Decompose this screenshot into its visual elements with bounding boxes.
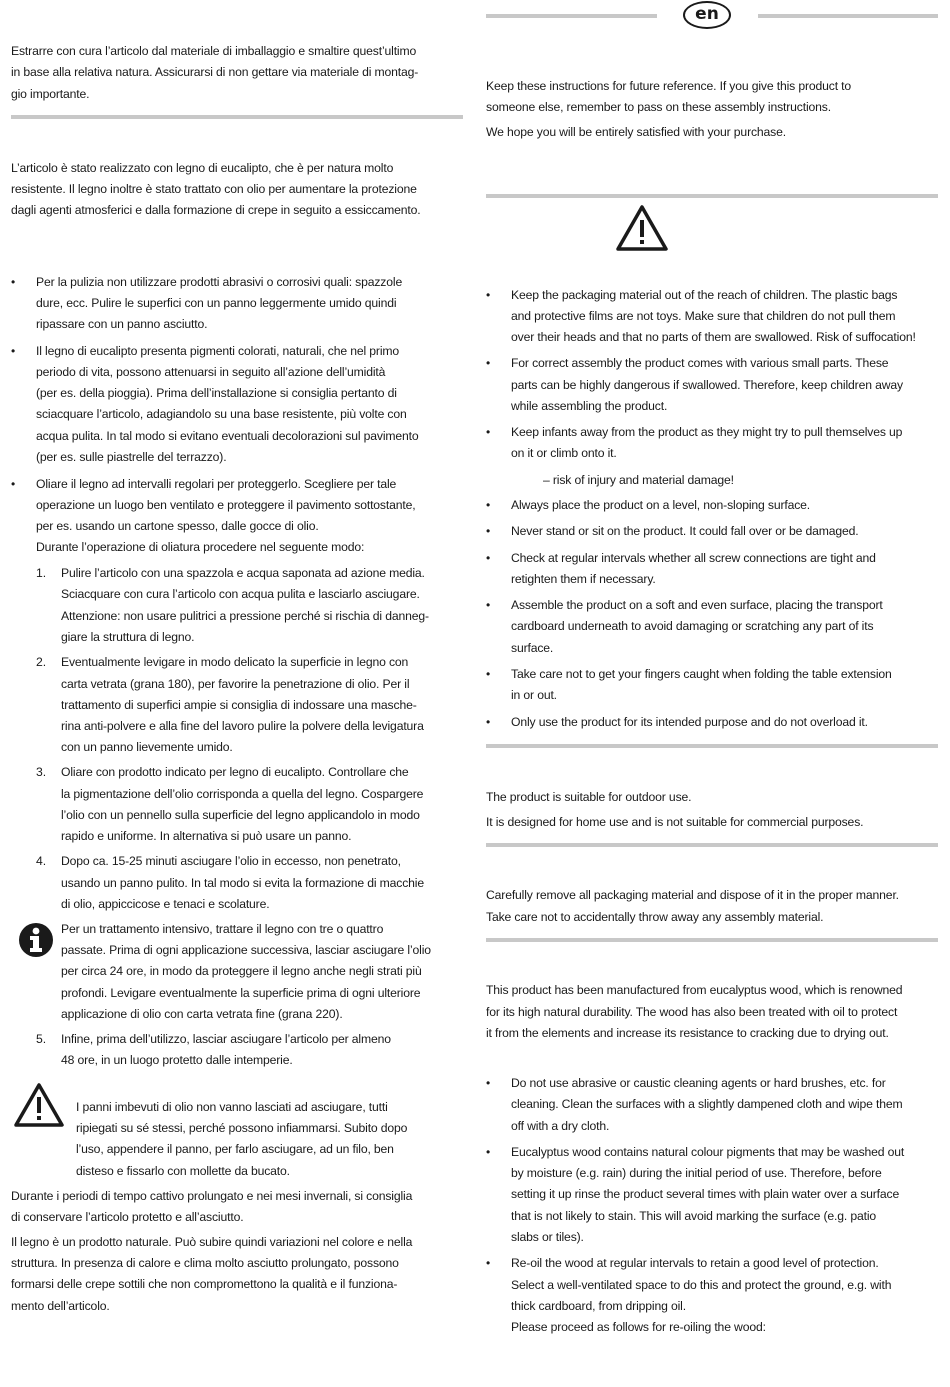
info-icon bbox=[18, 922, 54, 958]
item-number: 1. bbox=[36, 566, 47, 580]
text-line: It is designed for home use and is not suitable for commercial purposes. bbox=[486, 815, 864, 829]
divider bbox=[486, 14, 657, 18]
text-line: Eucalyptus wood contains natural colour pigments that may be washed out bbox=[511, 1145, 905, 1159]
text-line: Take care not to accidentally throw away any assembly material. bbox=[486, 910, 824, 924]
text-line: usando un panno pulito. In tal modo si evita la formazione di macchie bbox=[61, 876, 424, 890]
text-line: Assemble the product on a soft and even surface, placing the transport bbox=[511, 598, 883, 612]
text-line: Keep these instructions for future reference. If you give this product to bbox=[486, 79, 852, 93]
text-line: Do not use abrasive or caustic cleaning agents or hard brushes, etc. for bbox=[511, 1076, 886, 1090]
text-line: L’articolo è stato realizzato con legno di eucalipto, che è per natura molto bbox=[11, 161, 394, 175]
text-line: dagli agenti atmosferici e dalla formazione di crepe in seguito a essiccamento. bbox=[11, 203, 421, 217]
text-line: Only use the product for its intended purpose and do not overload it. bbox=[511, 715, 868, 729]
text-line: in base alla relativa natura. Assicurarsi di non gettare via materiale di montag- bbox=[11, 65, 419, 79]
text-line: di conservare l’articolo protetto e all’asciutto. bbox=[11, 1210, 244, 1224]
text-line: Dopo ca. 15-25 minuti asciugare l’olio in eccesso, non penetrato, bbox=[61, 854, 401, 868]
text-line: off with a dry cloth. bbox=[511, 1119, 610, 1133]
text-line: We hope you will be entirely satisfied with your purchase. bbox=[486, 125, 786, 139]
text-line: l’uso, appendere il panno, per farlo asciugare, ad un filo, ben bbox=[76, 1142, 394, 1156]
text-line: resistente. Il legno inoltre è stato trattato con olio per aumentare la protezione bbox=[11, 182, 417, 196]
divider bbox=[758, 14, 938, 18]
text-line: setting it up rinse the product several times with plain water over a surface bbox=[511, 1187, 900, 1201]
text-line: Check at regular intervals whether all screw connections are tight and bbox=[511, 551, 876, 565]
text-line: trattamento di superfici ampie si consiglia di indossare una masche- bbox=[61, 698, 417, 712]
text-line: Per un trattamento intensivo, trattare il legno con tre o quattro bbox=[61, 922, 384, 936]
warning-triangle-icon bbox=[13, 1082, 65, 1128]
text-line: retighten them if necessary. bbox=[511, 572, 656, 586]
text-line: Eventualmente levigare in modo delicato la superficie in legno con bbox=[61, 655, 409, 669]
text-line: ripassare con un panno asciutto. bbox=[36, 317, 208, 331]
text-line: Carefully remove all packaging material and dispose of it in the proper manner. bbox=[486, 888, 899, 902]
text-line: passate. Prima di ogni applicazione successiva, lasciar asciugare l’olio bbox=[61, 943, 431, 957]
text-line: formarsi delle crepe sottili che non compromettono la qualità e il funziona- bbox=[11, 1277, 398, 1291]
text-line: profondi. Levigare eventualmente la superficie prima di ogni ulteriore bbox=[61, 986, 421, 1000]
bullet: • bbox=[486, 288, 491, 302]
text-line: (per es. della pioggia). Prima dell’installazione si consiglia pertanto di bbox=[36, 386, 397, 400]
bullet: • bbox=[11, 477, 16, 491]
text-line: operazione un luogo ben ventilato e proteggere il pavimento sottostante, bbox=[36, 498, 416, 512]
text-line: carta vetrata (grana 180), per favorire la penetrazione di olio. Per il bbox=[61, 677, 410, 691]
text-line: mento dell’articolo. bbox=[11, 1299, 110, 1313]
text-line: while assembling the product. bbox=[511, 399, 668, 413]
text-line: dure, ecc. Pulire le superfici con un panno leggermente umido quindi bbox=[36, 296, 397, 310]
text-line: surface. bbox=[511, 641, 554, 655]
text-line: Sciacquare con cura l’articolo con acqua pulita e lasciarlo asciugare. bbox=[61, 587, 420, 601]
bullet: • bbox=[486, 667, 491, 681]
text-line: Il legno di eucalipto presenta pigmenti colorati, naturali, che nel primo bbox=[36, 344, 400, 358]
text-line: applicazione di olio con carta vetrata fine (grana 220). bbox=[61, 1007, 343, 1021]
bullet: • bbox=[486, 1256, 491, 1270]
text-line: it from the elements and increase its resistance to cracking due to drying out. bbox=[486, 1026, 889, 1040]
text-line: Select a well-ventilated space to do this and protect the ground, e.g. with bbox=[511, 1278, 892, 1292]
language-badge: en bbox=[683, 1, 731, 29]
divider bbox=[486, 938, 938, 942]
bullet: • bbox=[11, 344, 16, 358]
divider bbox=[486, 194, 938, 198]
text-line: 48 ore, in un luogo protetto dalle intemperie. bbox=[61, 1053, 293, 1067]
text-line: la pigmentazione dell’olio corrisponda a quella del legno. Cospargere bbox=[61, 787, 424, 801]
text-line: slabs or tiles). bbox=[511, 1230, 584, 1244]
text-line: Il legno è un prodotto naturale. Può subire quindi variazioni nel colore e nella bbox=[11, 1235, 413, 1249]
text-line: l’olio con un pennello sulla superficie del legno applicandolo in modo bbox=[61, 808, 420, 822]
text-line: Always place the product on a level, non-sloping surface. bbox=[511, 498, 811, 512]
text-line: (per es. sulle piastrelle del terrazzo). bbox=[36, 450, 227, 464]
text-line: Take care not to get your fingers caught when folding the table extension bbox=[511, 667, 892, 681]
text-line: periodo di vita, possono attenuarsi in seguito all’azione dell’umidità bbox=[36, 365, 386, 379]
text-line: in or out. bbox=[511, 688, 557, 702]
text-line: someone else, remember to pass on these assembly instructions. bbox=[486, 100, 831, 114]
text-line: Keep the packaging material out of the reach of children. The plastic bags bbox=[511, 288, 898, 302]
bullet: • bbox=[486, 356, 491, 370]
text-line: ripiegati su sé stessi, perché possono infiammarsi. Subito dopo bbox=[76, 1121, 408, 1135]
text-line: per circa 24 ore, in modo da proteggere il legno anche negli strati più bbox=[61, 964, 422, 978]
text-line: Oliare il legno ad intervalli regolari per proteggerlo. Scegliere per tale bbox=[36, 477, 397, 491]
text-line: Pulire l’articolo con una spazzola e acqua saponata ad azione media. bbox=[61, 566, 425, 580]
text-line: Re-oil the wood at regular intervals to retain a good level of protection. bbox=[511, 1256, 879, 1270]
text-line: per es. usando un cartone spesso, dalle gocce di olio. bbox=[36, 519, 319, 533]
text-line: by moisture (e.g. rain) during the initial period of use. Therefore, before bbox=[511, 1166, 882, 1180]
text-line: for its high natural durability. The wood has also been treated with oil to protect bbox=[486, 1005, 898, 1019]
text-line: on it or climb onto it. bbox=[511, 446, 617, 460]
text-line: Durante i periodi di tempo cattivo prolungato e nei mesi invernali, si consiglia bbox=[11, 1189, 413, 1203]
bullet: • bbox=[486, 498, 491, 512]
divider bbox=[486, 843, 938, 847]
text-line: cardboard underneath to avoid damaging or scratching any part of its bbox=[511, 619, 874, 633]
text-line: gio importante. bbox=[11, 87, 90, 101]
text-line: struttura. In presenza di calore e clima molto asciutto prolungato, possono bbox=[11, 1256, 399, 1270]
text-line: Attenzione: non usare pulitrici a pressione perché si rischia di danneg- bbox=[61, 609, 429, 623]
text-line: di olio, appiccicose e tenaci e scolature. bbox=[61, 897, 270, 911]
text-line: and protective films are not toys. Make sure that children do not pull them bbox=[511, 309, 896, 323]
text-line: For correct assembly the product comes with various small parts. These bbox=[511, 356, 889, 370]
bullet: • bbox=[11, 275, 16, 289]
text-line: Estrarre con cura l’articolo dal materiale di imballaggio e smaltire quest’ultimo bbox=[11, 44, 417, 58]
text-line: Please proceed as follows for re-oiling the wood: bbox=[511, 1320, 766, 1334]
divider bbox=[486, 744, 938, 748]
text-line: parts can be highly dangerous if swallowed. Therefore, keep children away bbox=[511, 378, 903, 392]
text-line: Per la pulizia non utilizzare prodotti abrasivi o corrosivi quali: spazzole bbox=[36, 275, 403, 289]
bullet: • bbox=[486, 1076, 491, 1090]
text-line: that is not likely to stain. This will avoid marking the surface (e.g. patio bbox=[511, 1209, 877, 1223]
text-line: cleaning. Clean the surfaces with a slightly dampened cloth and wipe them bbox=[511, 1097, 903, 1111]
text-line: Never stand or sit on the product. It could fall over or be damaged. bbox=[511, 524, 859, 538]
divider bbox=[11, 115, 463, 119]
item-number: 5. bbox=[36, 1032, 47, 1046]
item-number: 2. bbox=[36, 655, 47, 669]
text-line: sciacquare l’articolo, adagiandolo su una base resistente, più volte con bbox=[36, 407, 407, 421]
text-line: This product has been manufactured from eucalyptus wood, which is renowned bbox=[486, 983, 903, 997]
text-line: – risk of injury and material damage! bbox=[543, 473, 734, 487]
text-line: over their heads and that no parts of them are swallowed. Risk of suffocation! bbox=[511, 330, 916, 344]
text-line: Keep infants away from the product as they might try to pull themselves up bbox=[511, 425, 903, 439]
text-line: thick cardboard, from dripping oil. bbox=[511, 1299, 686, 1313]
warning-triangle-icon bbox=[615, 204, 669, 252]
item-number: 4. bbox=[36, 854, 47, 868]
text-line: Oliare con prodotto indicato per legno di eucalipto. Controllare che bbox=[61, 765, 409, 779]
text-line: Infine, prima dell’utilizzo, lasciar asciugare l’articolo per almeno bbox=[61, 1032, 391, 1046]
text-line: giare la struttura di legno. bbox=[61, 630, 195, 644]
bullet: • bbox=[486, 715, 491, 729]
text-line: disteso e fissarlo con mollette da bucato. bbox=[76, 1164, 290, 1178]
text-line: rapido e uniforme. In alternativa si può usare un panno. bbox=[61, 829, 352, 843]
bullet: • bbox=[486, 425, 491, 439]
bullet: • bbox=[486, 1145, 491, 1159]
text-line: acqua pulita. In tal modo si evitano eventuali decolorazioni sul pavimento bbox=[36, 429, 419, 443]
text-line: rina anti-polvere e alla fine del lavoro pulire la polvere della levigatura bbox=[61, 719, 424, 733]
text-line: Durante l’operazione di oliatura procedere nel seguente modo: bbox=[36, 540, 365, 554]
text-line: The product is suitable for outdoor use. bbox=[486, 790, 692, 804]
item-number: 3. bbox=[36, 765, 47, 779]
bullet: • bbox=[486, 551, 491, 565]
bullet: • bbox=[486, 524, 491, 538]
text-line: con un panno lievemente umido. bbox=[61, 740, 233, 754]
text-line: I panni imbevuti di olio non vanno lasciati ad asciugare, tutti bbox=[76, 1100, 388, 1114]
bullet: • bbox=[486, 598, 491, 612]
